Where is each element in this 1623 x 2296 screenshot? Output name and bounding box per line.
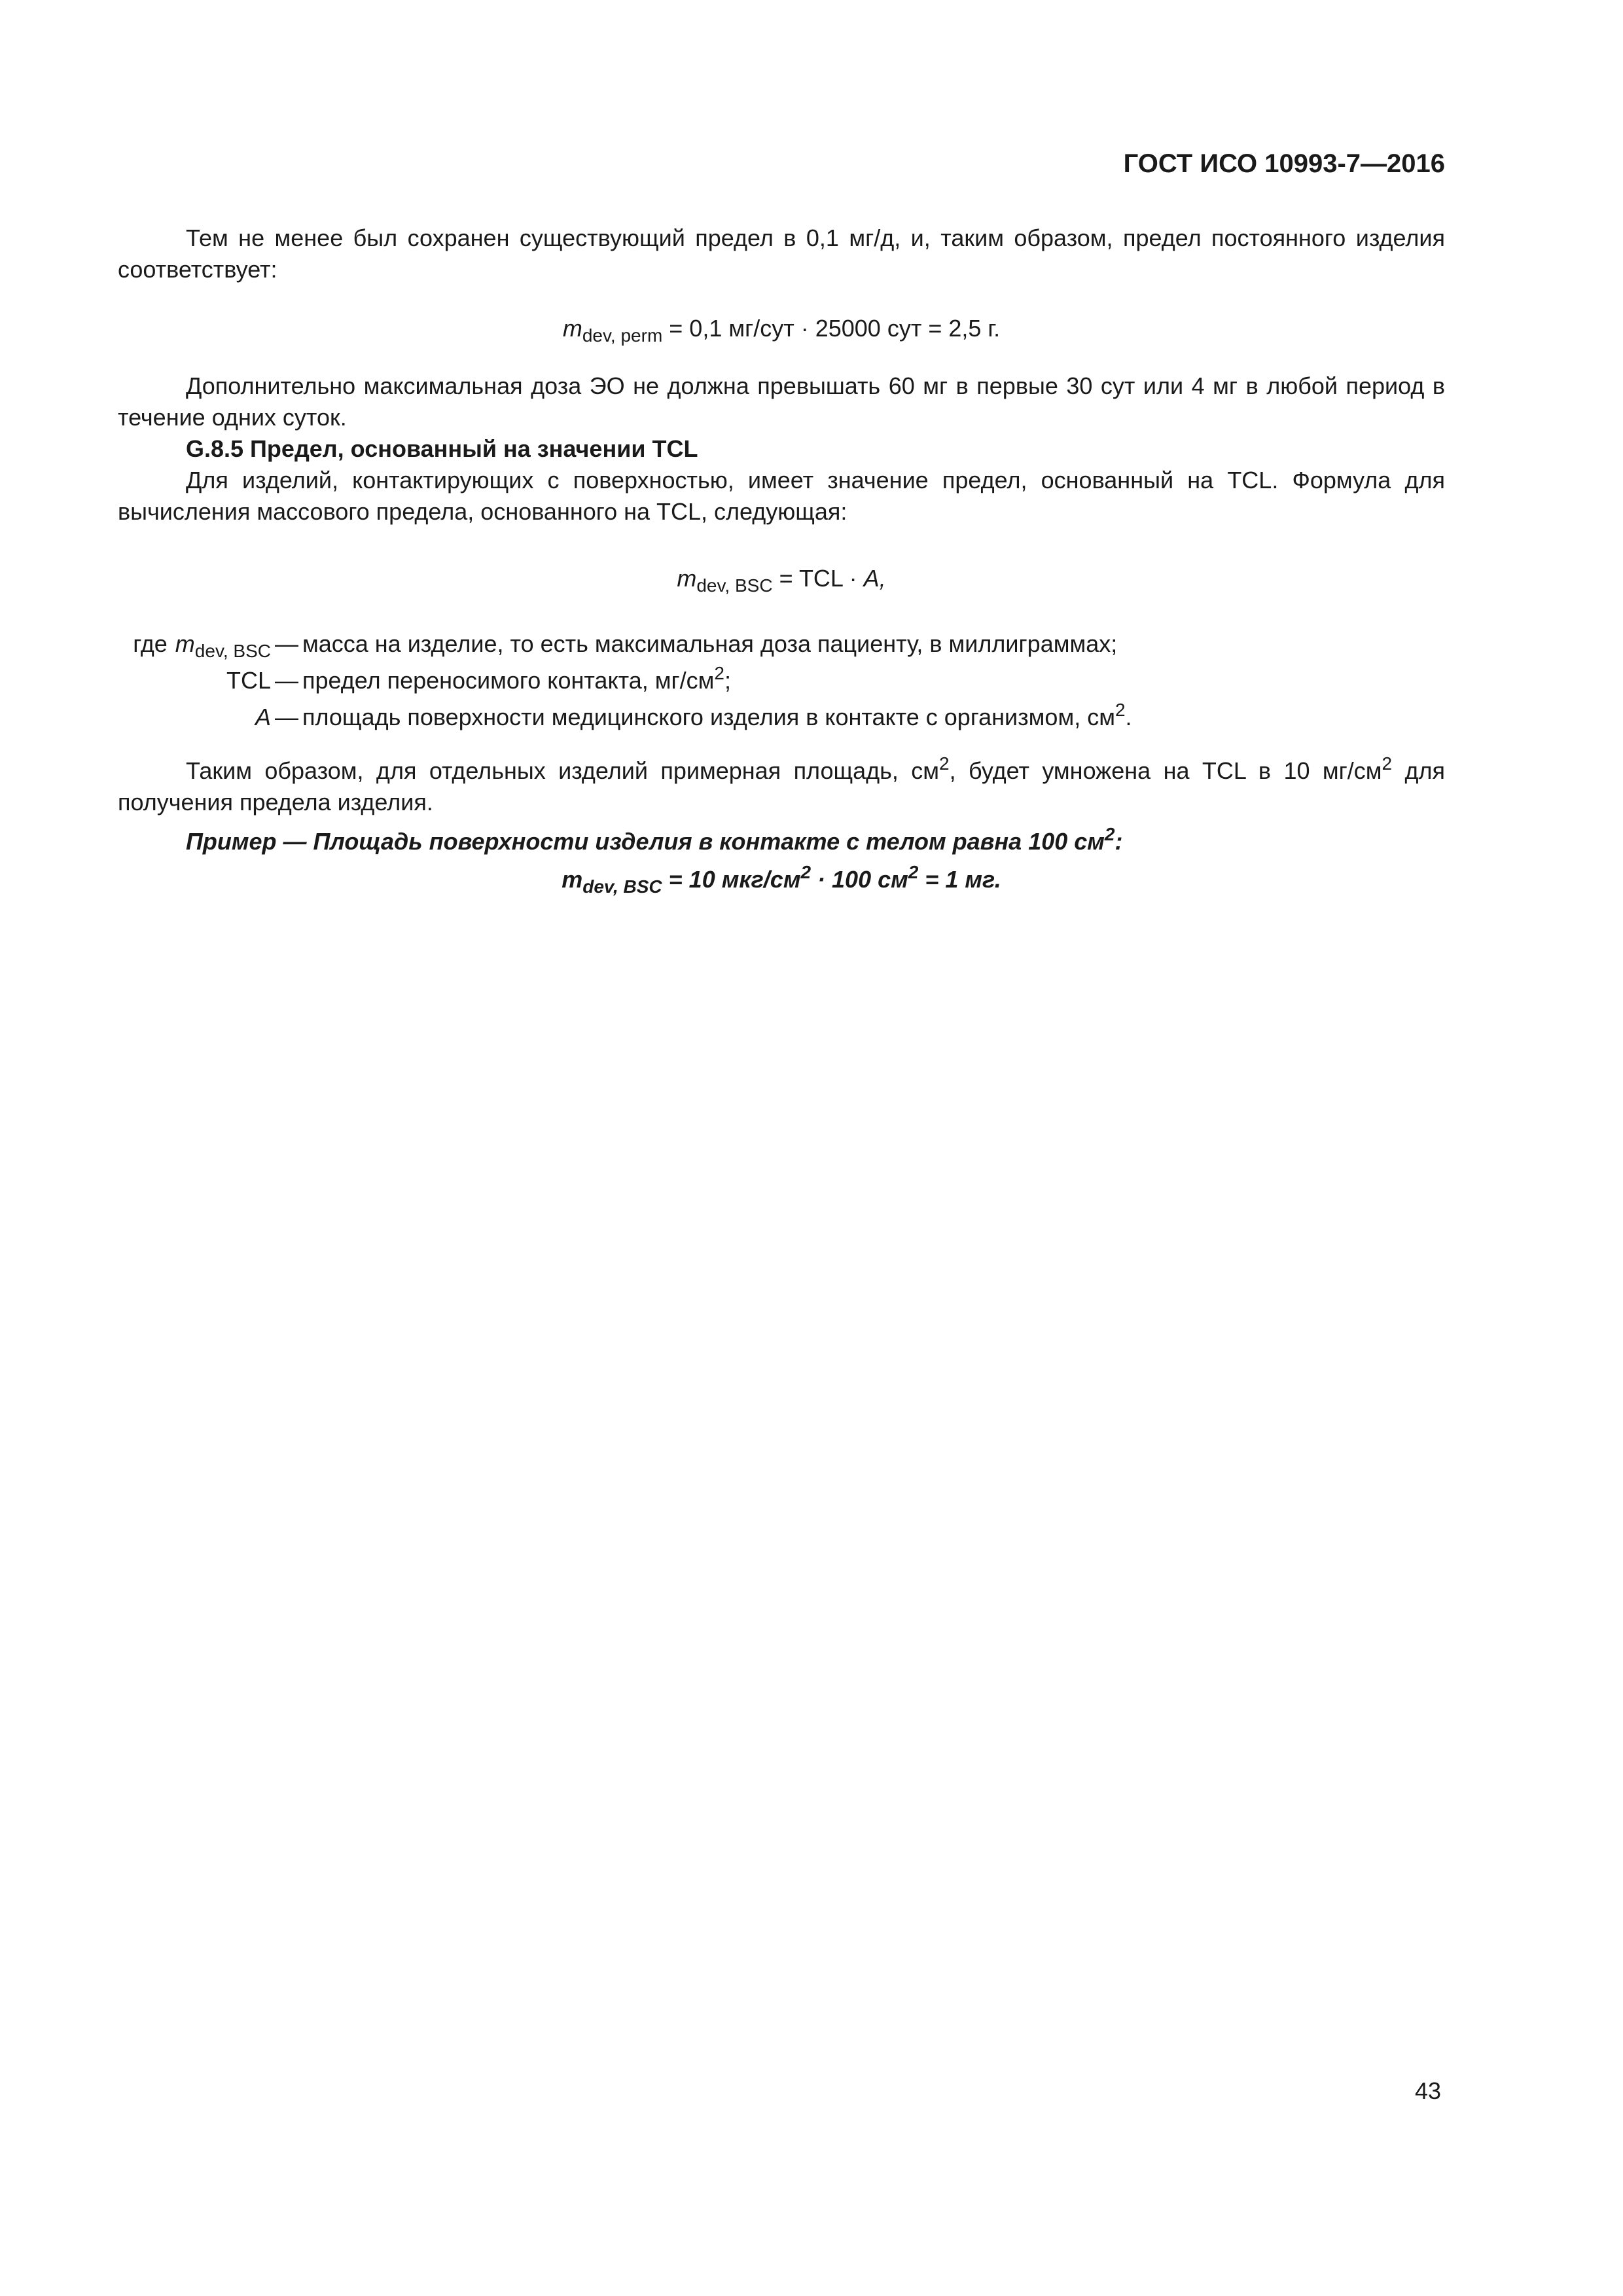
formula-variable: A, bbox=[863, 565, 886, 592]
superscript: 2 bbox=[1382, 753, 1393, 774]
paragraph-tcl-limit: Для изделий, контактирующих с поверхностью, имеет значение предел, основанный на TCL. Формула для вычисления массового предела, основанного на TCL, следующая: bbox=[118, 467, 1445, 525]
formula-dev-perm bbox=[118, 313, 1445, 344]
definition-subscript: dev, BSC bbox=[194, 641, 271, 661]
example-tail: : bbox=[1115, 828, 1123, 855]
definition-dash: — bbox=[275, 667, 298, 694]
formula-expression: = TCL · bbox=[772, 565, 864, 592]
formula-subscript: dev, BSC bbox=[582, 876, 662, 897]
definition-symbol: m bbox=[175, 630, 195, 657]
formula-symbol: m bbox=[562, 866, 583, 893]
definition-term bbox=[118, 628, 271, 660]
formula-dev-bsc bbox=[118, 563, 1445, 594]
paragraph-text: для получения предела изделия. bbox=[118, 757, 1445, 816]
formula-expression: = 10 мкг/см bbox=[662, 866, 801, 893]
formula-expression: = 0,1 мг/сут · 25000 сут = 2,5 г. bbox=[662, 315, 1001, 342]
definition-tail: ; bbox=[724, 667, 731, 694]
superscript: 2 bbox=[800, 862, 812, 882]
definition-text bbox=[302, 665, 731, 696]
formula-expression: · 100 см bbox=[811, 866, 908, 893]
page-content bbox=[118, 223, 1445, 895]
definition-row bbox=[118, 702, 1445, 738]
paragraph-max-dose: Дополнительно максимальная доза ЭО не должна превышать 60 мг в первые 30 сут или 4 мг в любой период в течение одних суток. bbox=[118, 372, 1445, 431]
definition-text bbox=[302, 702, 1132, 733]
section-heading: G.8.5 Предел, основанный на значении TCL bbox=[186, 435, 698, 462]
formula-symbol: m bbox=[562, 315, 582, 342]
definition-tail: . bbox=[1125, 704, 1132, 730]
paragraph-text: Таким образом, для отдельных изделий примерная площадь, см bbox=[186, 757, 940, 784]
definition-text-main: предел переносимого контакта, мг/см bbox=[302, 667, 715, 694]
definition-text: масса на изделие, то есть максимальная доза пациенту, в миллиграммах; bbox=[302, 630, 1118, 657]
definitions-list bbox=[118, 628, 1445, 738]
document-header: ГОСТ ИСО 10993-7—2016 bbox=[1123, 149, 1445, 178]
example-text: Пример — Площадь поверхности изделия в контакте с телом равна 100 см bbox=[186, 828, 1105, 855]
definition-dash: — bbox=[275, 704, 298, 730]
definition-superscript: 2 bbox=[1115, 700, 1126, 720]
definition-superscript: 2 bbox=[714, 663, 724, 683]
example-label bbox=[118, 826, 1445, 857]
formula-subscript: dev, perm bbox=[582, 325, 663, 346]
definition-row bbox=[118, 665, 1445, 702]
paragraph-text: , будет умножена на TCL в 10 мг/см bbox=[949, 757, 1382, 784]
definition-dash: — bbox=[275, 630, 298, 657]
superscript: 2 bbox=[1104, 824, 1115, 844]
definition-prefix: где bbox=[133, 630, 168, 657]
example-formula bbox=[118, 864, 1445, 895]
formula-symbol: m bbox=[677, 565, 697, 592]
definition-row bbox=[118, 628, 1445, 665]
formula-expression: = 1 мг. bbox=[918, 866, 1001, 893]
paragraph-preserved-limit: Тем не менее был сохранен существующий предел в 0,1 мг/д, и, таким образом, предел постоянного изделия соответствует: bbox=[118, 224, 1445, 283]
definition-text-main: площадь поверхности медицинского изделия в контакте с организмом, см bbox=[302, 704, 1115, 730]
definition-term: TCL bbox=[226, 667, 271, 694]
superscript: 2 bbox=[908, 862, 919, 882]
paragraph-approx-area bbox=[118, 755, 1445, 818]
formula-subscript: dev, BSC bbox=[696, 575, 773, 596]
page-number: 43 bbox=[1414, 2077, 1441, 2104]
spacer bbox=[118, 738, 1445, 755]
definition-term: A bbox=[255, 704, 271, 730]
superscript: 2 bbox=[939, 753, 950, 774]
